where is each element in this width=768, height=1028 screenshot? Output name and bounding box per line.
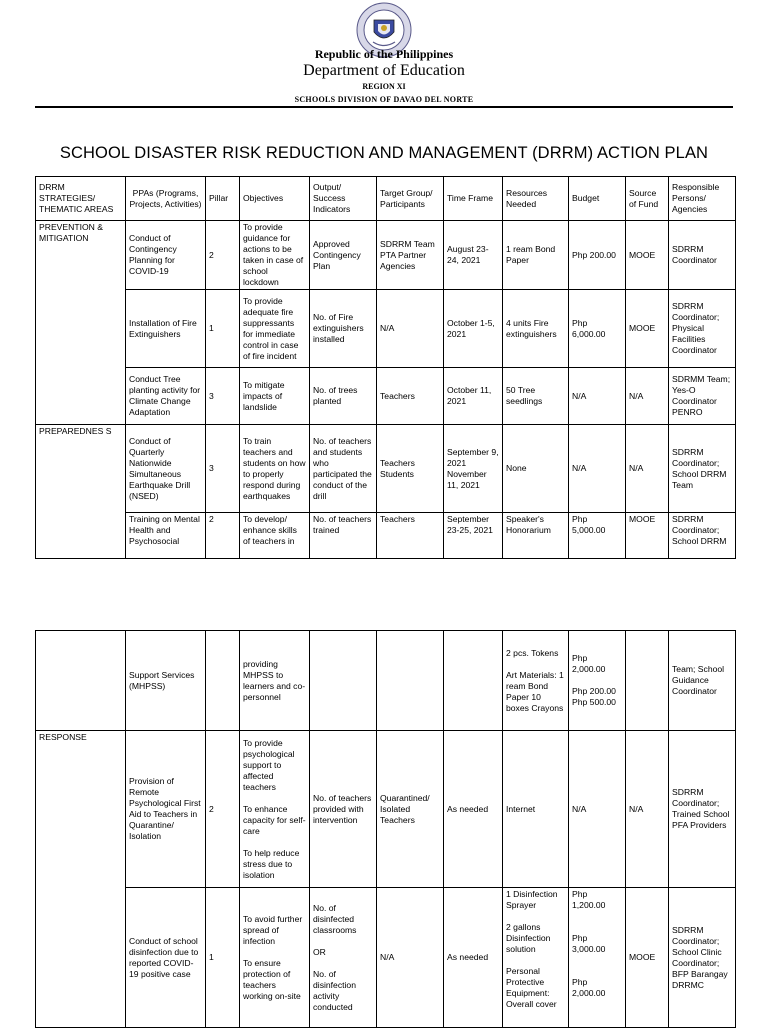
- time-cell: October 1-5, 2021: [444, 290, 503, 368]
- resource-item: Art Materials: 1 ream Bond Paper 10 boxes Crayons: [506, 669, 564, 713]
- col-budget: Budget: [569, 177, 626, 221]
- ppa-cell: Support Services (MHPSS): [126, 631, 206, 731]
- responsible-cell: SDRRM Coordinator; Physical Facilities Coordinator: [669, 290, 736, 368]
- responsible-cell: SDRRM Coordinator; School Clinic Coordinator; BFP Barangay DRRMC: [669, 888, 736, 1028]
- pillar-cell: 3: [206, 425, 240, 513]
- section-response: RESPONSE: [36, 731, 126, 1028]
- time-cell: August 23-24, 2021: [444, 221, 503, 290]
- col-pillar: Pillar: [206, 177, 240, 221]
- resources-cell: [503, 888, 569, 1028]
- source-cell: MOOE: [626, 290, 669, 368]
- objective-cell: [240, 731, 310, 888]
- ppa-cell: Installation of Fire Extinguishers: [126, 290, 206, 368]
- objective-cell: To provide guidance for actions to be taken in case of school lockdown: [240, 221, 310, 290]
- objective-item: To enhance capacity for self-care: [243, 803, 306, 836]
- target-cell: [377, 631, 444, 731]
- col-strategy: DRRM STRATEGIES/ THEMATIC AREAS: [36, 177, 126, 221]
- republic-line: Republic of the Philippines: [314, 47, 454, 61]
- budget-cell: [569, 631, 626, 731]
- target-cell: Teachers: [377, 368, 444, 425]
- col-output: Output/ Success Indicators: [310, 177, 377, 221]
- pillar-cell: 2: [206, 221, 240, 290]
- budget-cell: N/A: [569, 425, 626, 513]
- target-cell: Teachers Students: [377, 425, 444, 513]
- objective-item: To ensure protection of teachers working on-site: [243, 957, 301, 1001]
- objective-item: To provide psychological support to affected teachers: [243, 737, 295, 792]
- output-cell: No. of teachers and students who participated the conduct of the drill: [310, 425, 377, 513]
- ppa-cell: Conduct of school disinfection due to reported COVID-19 positive case: [126, 888, 206, 1028]
- table-row: [36, 513, 736, 559]
- objective-cell: [240, 888, 310, 1028]
- responsible-cell: Team; School Guidance Coordinator: [669, 631, 736, 731]
- source-cell: MOOE: [626, 513, 669, 559]
- budget-item: Php 3,000.00: [572, 933, 606, 954]
- table-row: [36, 221, 736, 290]
- pillar-cell: 2: [206, 731, 240, 888]
- letterhead: [0, 0, 768, 110]
- output-cell: No. of teachers provided with intervention: [310, 731, 377, 888]
- resources-cell: 4 units Fire extinguishers: [503, 290, 569, 368]
- source-cell: MOOE: [626, 888, 669, 1028]
- ppa-cell: Training on Mental Health and Psychosocial: [126, 513, 206, 559]
- output-cell: No. of trees planted: [310, 368, 377, 425]
- col-ppas: PPAs (Programs, Projects, Activities): [126, 177, 206, 221]
- source-cell: N/A: [626, 731, 669, 888]
- target-cell: N/A: [377, 888, 444, 1028]
- output-cell: [310, 888, 377, 1028]
- resources-cell: [503, 631, 569, 731]
- col-resources: Resources Needed: [503, 177, 569, 221]
- output-cell: No. of Fire extinguishers installed: [310, 290, 377, 368]
- budget-item: Php 1,200.00: [572, 889, 606, 910]
- pillar-cell: 1: [206, 888, 240, 1028]
- target-cell: SDRRM Team PTA Partner Agencies: [377, 221, 444, 290]
- target-cell: N/A: [377, 290, 444, 368]
- region-line: REGION XI: [362, 82, 406, 91]
- pillar-cell: [206, 631, 240, 731]
- resource-item: 2 pcs. Tokens: [506, 647, 559, 658]
- resources-cell: None: [503, 425, 569, 513]
- time-cell: As needed: [444, 731, 503, 888]
- resource-item: 1 Disinfection Sprayer: [506, 889, 558, 910]
- section-preparedness: PREPAREDNES S: [36, 425, 126, 559]
- objective-cell: To provide adequate fire suppressants for immediate control in case of fire incident: [240, 290, 310, 368]
- table-header-row: [36, 177, 736, 221]
- budget-cell: N/A: [569, 731, 626, 888]
- pillar-cell: 2: [206, 513, 240, 559]
- source-cell: N/A: [626, 425, 669, 513]
- col-responsible: Responsible Persons/ Agencies: [669, 177, 736, 221]
- time-cell: October 11, 2021: [444, 368, 503, 425]
- objective-cell: To mitigate impacts of landslide: [240, 368, 310, 425]
- pillar-cell: 3: [206, 368, 240, 425]
- budget-cell: N/A: [569, 368, 626, 425]
- objective-item: To help reduce stress due to isolation: [243, 847, 300, 880]
- ppa-cell: Provision of Remote Psychological First Aid to Teachers in Quarantine/ Isolation: [126, 731, 206, 888]
- responsible-cell: SDRRM Coordinator; School DRRM: [669, 513, 736, 559]
- output-item: No. of disinfection activity conducted: [313, 968, 356, 1012]
- resource-item: 2 gallons Disinfection solution: [506, 922, 551, 954]
- ppa-cell: Conduct Tree planting activity for Climate Change Adaptation: [126, 368, 206, 425]
- action-plan-table-continued: [35, 630, 736, 1028]
- budget-item: Php 500.00: [572, 697, 616, 707]
- col-source: Source of Fund: [626, 177, 669, 221]
- budget-cell: Php 6,000.00: [569, 290, 626, 368]
- table-row: [36, 368, 736, 425]
- department-name: Department of Education: [303, 62, 465, 79]
- budget-item: Php 200.00: [572, 686, 616, 696]
- resources-cell: 50 Tree seedlings: [503, 368, 569, 425]
- time-cell: As needed: [444, 888, 503, 1028]
- source-cell: MOOE: [626, 221, 669, 290]
- output-item: OR: [313, 946, 326, 957]
- objective-cell: To train teachers and students on how to properly respond during earthquakes: [240, 425, 310, 513]
- table-row: [36, 631, 736, 731]
- objective-cell: providing MHPSS to learners and co-personnel: [240, 631, 310, 731]
- action-plan-table: [35, 176, 736, 559]
- header-divider: [35, 106, 733, 108]
- target-cell: Teachers: [377, 513, 444, 559]
- output-cell: No. of teachers trained: [310, 513, 377, 559]
- table-row: [36, 425, 736, 513]
- time-cell: September 9, 2021 November 11, 2021: [444, 425, 503, 513]
- resources-cell: Internet: [503, 731, 569, 888]
- output-cell: [310, 631, 377, 731]
- resource-item: Personal Protective Equipment: Overall cover: [506, 966, 557, 1009]
- ppa-cell: Conduct of Contingency Planning for COVID-19: [126, 221, 206, 290]
- budget-cell: Php 5,000.00: [569, 513, 626, 559]
- budget-item: Php 2,000.00: [572, 653, 606, 674]
- resources-cell: Speaker's Honorarium: [503, 513, 569, 559]
- responsible-cell: SDRRM Coordinator; School DRRM Team: [669, 425, 736, 513]
- source-cell: [626, 631, 669, 731]
- time-cell: September 23-25, 2021: [444, 513, 503, 559]
- document-title: SCHOOL DISASTER RISK REDUCTION AND MANAGEMENT (DRRM) ACTION PLAN: [59, 144, 709, 162]
- pillar-cell: 1: [206, 290, 240, 368]
- output-item: No. of disinfected classrooms: [313, 902, 357, 935]
- col-objectives: Objectives: [240, 177, 310, 221]
- target-cell: Quarantined/ Isolated Teachers: [377, 731, 444, 888]
- responsible-cell: SDRMM Team; Yes-O Coordinator PENRO: [669, 368, 736, 425]
- division-line: SCHOOLS DIVISION OF DAVAO DEL NORTE: [294, 95, 474, 104]
- table-row: [36, 888, 736, 1028]
- col-target: Target Group/ Participants: [377, 177, 444, 221]
- section-cell: [36, 631, 126, 731]
- responsible-cell: SDRRM Coordinator; Trained School PFA Providers: [669, 731, 736, 888]
- resources-cell: 1 ream Bond Paper: [503, 221, 569, 290]
- budget-cell: [569, 888, 626, 1028]
- objective-cell: To develop/ enhance skills of teachers in: [240, 513, 310, 559]
- responsible-cell: SDRRM Coordinator: [669, 221, 736, 290]
- output-cell: Approved Contingency Plan: [310, 221, 377, 290]
- table-row: [36, 731, 736, 888]
- table-row: [36, 290, 736, 368]
- source-cell: N/A: [626, 368, 669, 425]
- ppa-cell: Conduct of Quarterly Nationwide Simultaneous Earthquake Drill (NSED): [126, 425, 206, 513]
- budget-cell: Php 200.00: [569, 221, 626, 290]
- col-time: Time Frame: [444, 177, 503, 221]
- objective-item: To avoid further spread of infection: [243, 913, 303, 946]
- budget-item: Php 2,000.00: [572, 977, 606, 998]
- section-prevention: PREVENTION & MITIGATION: [36, 221, 126, 425]
- time-cell: [444, 631, 503, 731]
